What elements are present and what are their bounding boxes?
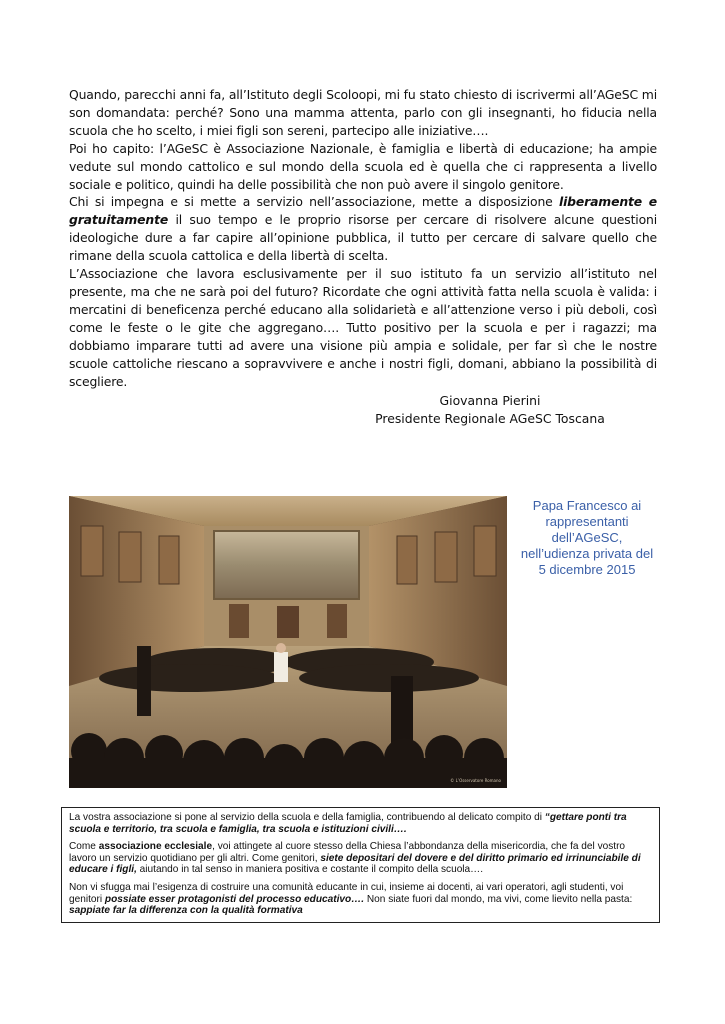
quote-1-text: La vostra associazione si pone al servizio della scuola e della famiglia, contribuendo al delicato compito di xyxy=(69,812,545,823)
letter-paragraph-4: L’Associazione che lavora esclusivamente per il suo istituto fa un servizio all’istituto nel presente, ma che ne sarà poi del futuro? Ricordate che ogni attività fatta nella scuola è valida: i mercatini di beneficenza perché educano alla solidarietà e all’attenzione verso i più deboli, così come le feste o le gite che aggregano…. Tutto positivo per la scuola e per i ragazzi; ma dobbiamo imparare tutti ad avere una visione più ampia e solidale, per far sì che le nostre scuole cattoliche riescano a sopravvivere e anche i nostri figli, domani, abbiano la possibilità di scegliere. xyxy=(69,266,657,389)
pope-quote-box xyxy=(61,807,660,923)
letter-body xyxy=(69,86,657,390)
caption-line-3: dell’AGeSC, xyxy=(551,530,623,545)
caption-line-4: nell’udienza privata del xyxy=(520,546,654,561)
quote-paragraph-3 xyxy=(69,882,653,917)
letter-paragraph-1: Quando, parecchi anni fa, all’Istituto degli Scoloopi, mi fu stato chiesto di iscrivermi all’AGeSC mi son domandata: perché? Sono una mamma attenta, parlo con gli insegnanti, ho fiducia nella scuola che ho scelto, i miei figli son sereni, partecipo alle iniziative…. xyxy=(69,87,657,138)
letter-paragraph-2: Poi ho capito: l’AGeSC è Associazione Nazionale, è famiglia e libertà di educazione; ha ampie vedute sul mondo cattolico e sul mondo della scuola ed è quella che ci rappresenta a livello sociale e politico, quindi ha delle possibilità che non può avere il singolo genitore. xyxy=(69,140,657,192)
quote-2-ecclesiale: associazione ecclesiale xyxy=(98,841,213,853)
photo-caption xyxy=(512,498,662,578)
emphasis-liberamente: liberamente e gratuitamente xyxy=(69,194,657,228)
quote-3-a: Non vi sfugga mai l’esigenza di costruire una comunità educante in cui, insieme ai docenti, ai vari operatori, agli studenti, voi genitori xyxy=(69,881,624,905)
quote-3-emphasis-2: sappiate far la differenza con la qualità formativa xyxy=(69,905,303,917)
quote-2-e: aiutando in tal senso in maniera positiva e costante il compito della scuola…. xyxy=(136,864,484,876)
audience-photo-illustration xyxy=(69,496,507,788)
audience-photo xyxy=(69,496,507,788)
quote-paragraph-1 xyxy=(69,812,653,835)
quote-3-c: Non siate fuori dal mondo, ma vivi, come lievito nella pasta: xyxy=(364,893,633,905)
quote-2-c: , voi attingete al cuore stesso della Chiesa l’abbondanza della misericordia, che fa del vostro lavoro un servizio quotidiano per gli altri. Come genitori, xyxy=(69,841,626,864)
paragraph-3-start: Chi si impegna e si mette a servizio nell’associazione, mette a disposizione xyxy=(69,194,559,210)
signature xyxy=(330,392,650,428)
caption-line-5: 5 dicembre 2015 xyxy=(538,562,636,577)
caption-line-2: rappresentanti xyxy=(545,514,629,529)
quote-1-emphasis: “gettare ponti tra scuola e territorio, tra scuola e famiglia, tra scuola e istituzioni civili…. xyxy=(69,812,627,835)
signature-role: Presidente Regionale AGeSC Toscana xyxy=(375,411,605,426)
quote-2-a: Come xyxy=(69,841,99,853)
photo-credit: © L’Osservatore Romano xyxy=(450,778,501,783)
quote-2-emphasis: siete depositari del dovere e del diritto primario ed irrinunciabile di educare i figli, xyxy=(69,852,641,876)
caption-line-1: Papa Francesco ai xyxy=(532,498,642,513)
letter-paragraph-3 xyxy=(69,193,657,265)
quote-3-emphasis-1: possiate esser protagonisti del processo educativo…. xyxy=(104,893,365,905)
signature-name: Giovanna Pierini xyxy=(439,393,541,408)
paragraph-3-end: il suo tempo e le proprio risorse per cercare di risolvere alcune questioni ideologiche dure a far capire all’opinione pubblica, il tutto per cercare di salvare quello che rimane della scuola cattolica e della libertà di scelta. xyxy=(69,212,657,264)
quote-paragraph-2 xyxy=(69,841,653,876)
